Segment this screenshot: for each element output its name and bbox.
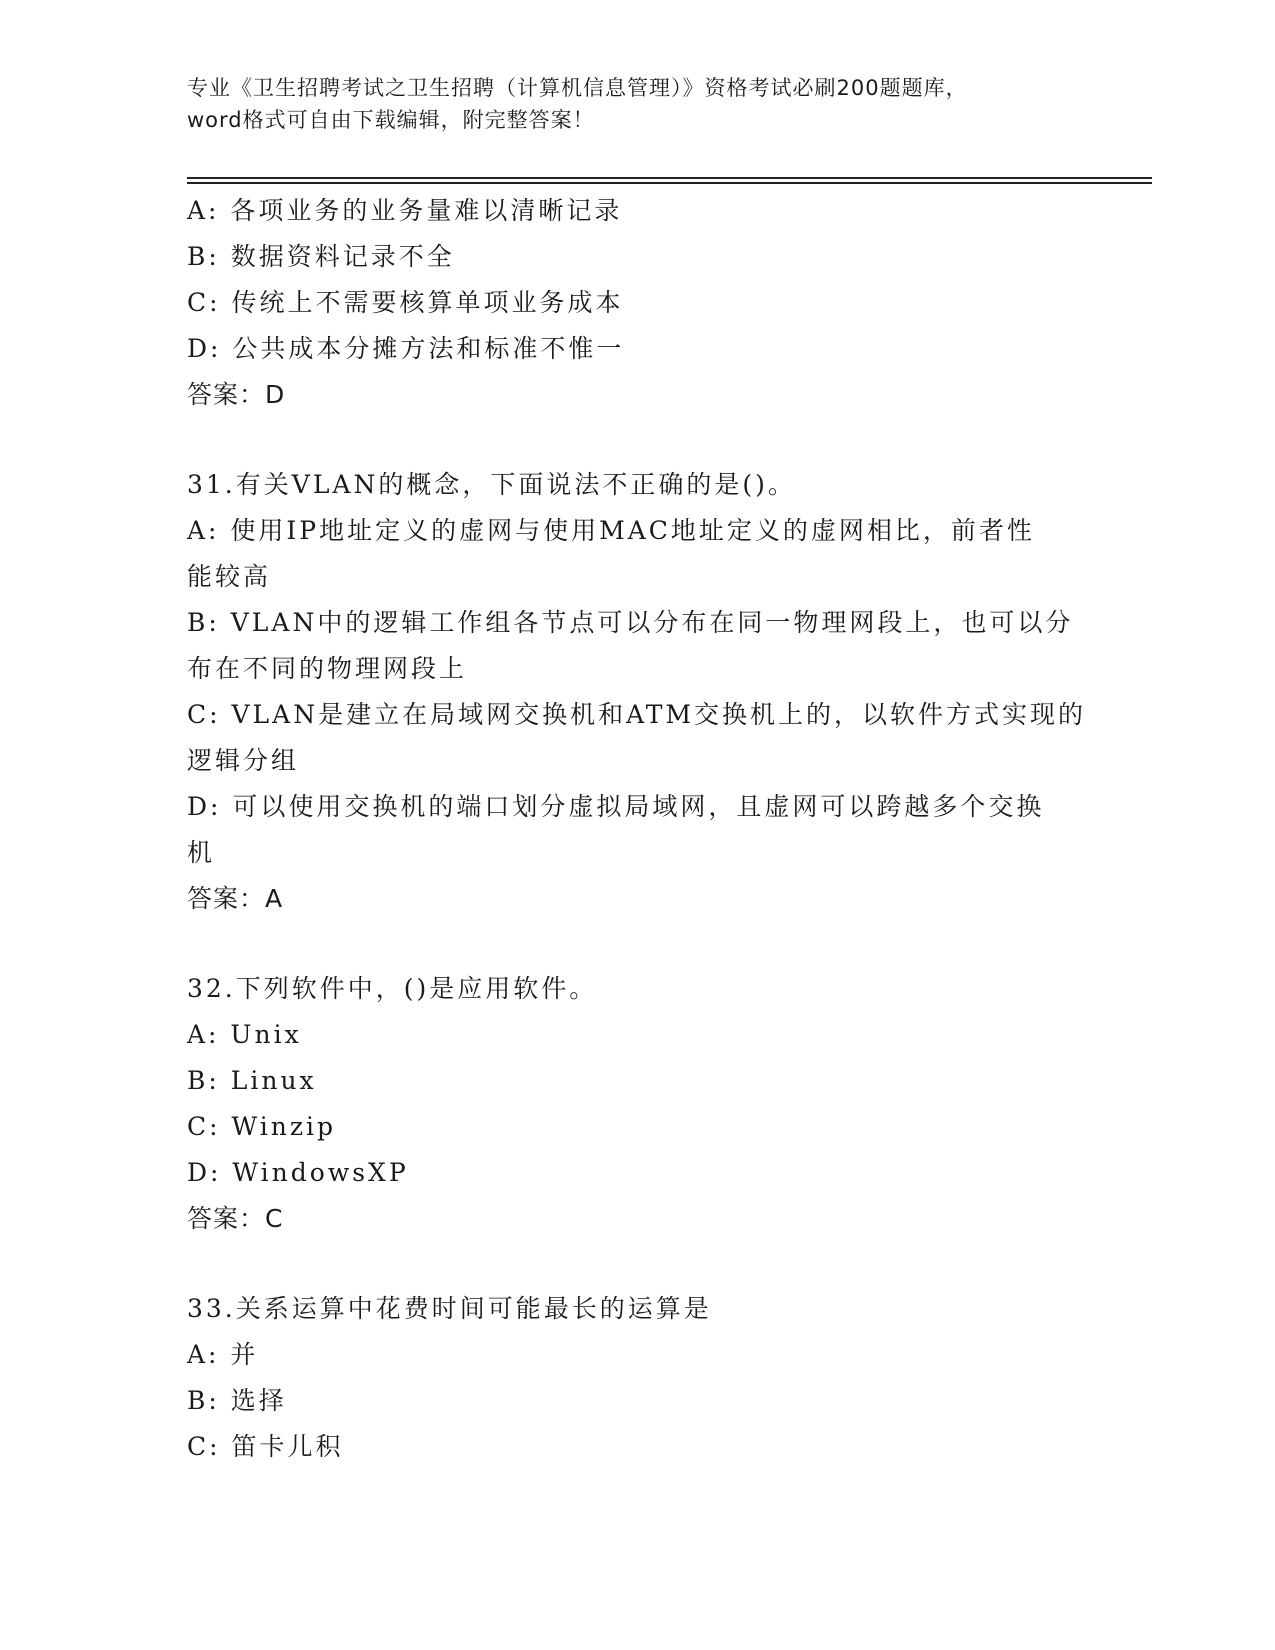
q32-option-a: A: Unix	[187, 1020, 302, 1049]
q30-option-b: B: 数据资料记录不全	[187, 242, 455, 271]
q31-option-b-line-2: 布在不同的物理网段上	[187, 654, 468, 683]
q31-option-d-line-2: 机	[187, 838, 216, 867]
q31-question: 31.有关VLAN的概念，下面说法不正确的是()。	[187, 470, 796, 499]
q31-option-a-line-2: 能较高	[187, 562, 272, 591]
spacer	[187, 1242, 1087, 1286]
document-header	[187, 72, 1087, 136]
q31-answer: 答案：A	[187, 884, 284, 913]
q32-question: 32.下列软件中，()是应用软件。	[187, 974, 598, 1003]
header-line-2: word格式可自由下载编辑，附完整答案！	[187, 108, 595, 132]
q32-option-d: D: WindowsXP	[187, 1158, 409, 1187]
q30-answer: 答案：D	[187, 380, 286, 409]
q31-option-d-line-1: D: 可以使用交换机的端口划分虚拟局域网，且虚网可以跨越多个交换	[187, 792, 1045, 821]
question-32-block	[187, 966, 1087, 1242]
question-31-block	[187, 462, 1087, 922]
q33-question: 33.关系运算中花费时间可能最长的运算是	[187, 1294, 712, 1323]
q31-option-b-line-1: B: VLAN中的逻辑工作组各节点可以分布在同一物理网段上，也可以分	[187, 608, 1074, 637]
q32-option-b: B: Linux	[187, 1066, 317, 1095]
spacer	[187, 418, 1087, 462]
question-content	[187, 188, 1087, 1470]
question-33-block	[187, 1286, 1087, 1470]
q30-option-a: A: 各项业务的业务量难以清晰记录	[187, 196, 623, 225]
header-line-1: 专业《卫生招聘考试之卫生招聘（计算机信息管理）》资格考试必刷200题题库，	[187, 76, 968, 100]
header-divider-bottom	[187, 182, 1152, 184]
q30-option-c: C: 传统上不需要核算单项业务成本	[187, 288, 624, 317]
q33-option-a: A: 并	[187, 1340, 259, 1369]
q30-option-d: D: 公共成本分摊方法和标准不惟一	[187, 334, 625, 363]
q31-option-a-line-1: A: 使用IP地址定义的虚网与使用MAC地址定义的虚网相比，前者性	[187, 516, 1035, 545]
q33-option-c: C: 笛卡儿积	[187, 1432, 344, 1461]
spacer	[187, 922, 1087, 966]
header-divider-top	[187, 177, 1152, 179]
q32-answer: 答案：C	[187, 1204, 284, 1233]
question-30-block	[187, 188, 1087, 418]
q31-option-c-line-1: C: VLAN是建立在局域网交换机和ATM交换机上的，以软件方式实现的	[187, 700, 1087, 729]
q32-option-c: C: Winzip	[187, 1112, 337, 1141]
q31-option-c-line-2: 逻辑分组	[187, 746, 300, 775]
q33-option-b: B: 选择	[187, 1386, 287, 1415]
